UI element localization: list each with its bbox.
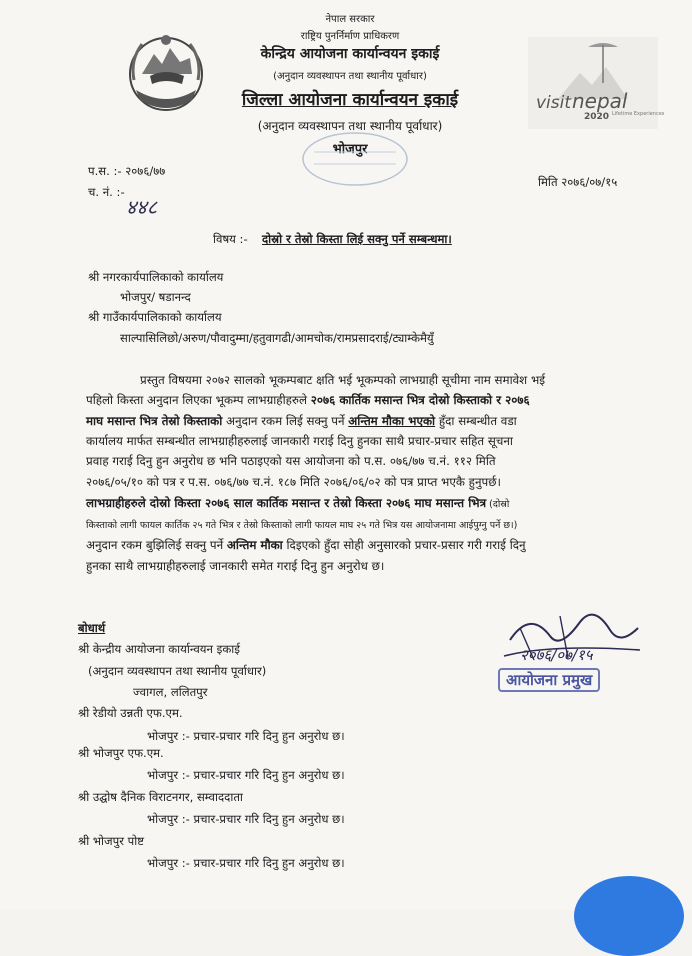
cc-line-9: भोजपुर :- प्रचार-प्रचार गरि दिनु हुन अनुरोध छ। xyxy=(147,812,345,826)
cc-line-11: भोजपुर :- प्रचार-प्रचार गरि दिनु हुन अनुरोध छ। xyxy=(147,856,345,870)
subject-text: दोस्रो र तेस्रो किस्ता लिई सक्नु पर्ने सम्बन्धमा। xyxy=(262,232,452,246)
logo-tag-text: Lifetime Experiences xyxy=(612,111,665,117)
cc-line-6: श्री भोजपुर एफ.एम. xyxy=(78,746,164,760)
header-location: भोजपुर xyxy=(332,142,368,157)
cc-line-10: श्री भोजपुर पोष्ट xyxy=(78,834,145,848)
addressee-3: श्री गाउँकार्यपालिकाको कार्यालय xyxy=(88,310,222,324)
signature-role-stamp: आयोजना प्रमुख xyxy=(498,668,600,692)
header-central-unit: केन्द्रिय आयोजना कार्यान्वयन इकाई xyxy=(260,46,440,62)
cc-title: बोधार्थ xyxy=(78,621,106,635)
visit-nepal-logo xyxy=(528,37,665,129)
addressee-1: श्री नगरकार्यपालिकाको कार्यालय xyxy=(88,270,224,284)
cc-line-2: (अनुदान व्यवस्थापन तथा स्थानीय पूर्वाधार) xyxy=(88,664,267,678)
letter-date: मिति २०७६/०७/१५ xyxy=(538,175,618,189)
dispatch-number-handwritten: ४४८ xyxy=(126,195,158,219)
body-line-8: किस्ताको लागी फायल कार्तिक २५ गते भित्र र तेस्रो किस्ताको लागी फायल माघ २५ गते भित्र यस आयोजनामा आईपुग्नु पर्ने छ।) xyxy=(86,520,518,531)
cc-line-5: भोजपुर :- प्रचार-प्रचार गरि दिनु हुन अनुरोध छ। xyxy=(147,729,345,743)
subject-label: विषय :- xyxy=(213,232,248,246)
logo-visit-text: visit xyxy=(536,93,572,113)
body-line-5: प्रवाह गराई दिनु हुन अनुरोध छ भनि पठाइएको यस आयोजना को प.स. ०७६/७७ च.नं. ११२ मिति xyxy=(86,454,496,468)
signature-date: २०७६/०७/१५ xyxy=(520,646,593,664)
cc-line-8: श्री उद्घोष दैनिक विराटनगर, सम्वाददाता xyxy=(78,790,243,804)
cc-line-3: ज्वागल, ललितपुर xyxy=(133,685,208,699)
header-central-subtitle: (अनुदान व्यवस्थापन तथा स्थानीय पूर्वाधार) xyxy=(273,71,427,82)
addressee-4: साल्पासिलिछो/अरुण/पौवादुम्मा/हतुवागढी/आमचोक/रामप्रसादराई/ट्याम्केमैयुँ xyxy=(120,331,434,345)
body-line-1: प्रस्तुत विषयमा २०७२ सालको भूकम्पबाट क्षति भई भूकम्पको लाभग्राही सूचीमा नाम समावेश भई xyxy=(140,373,546,387)
body-line-3: माघ मसान्त भित्र तेस्रो किस्ताको अनुदान रकम लिई सक्नु पर्ने अन्तिम मौका भएको हुँदा सम्बन्धीत वडा xyxy=(86,414,517,428)
logo-year-text: 2020 xyxy=(584,112,610,122)
floating-action-button[interactable] xyxy=(574,876,684,956)
cc-line-7: भोजपुर :- प्रचार-प्रचार गरि दिनु हुन अनुरोध छ। xyxy=(147,768,345,782)
cc-line-4: श्री रेडीयो उन्नती एफ.एम. xyxy=(78,706,183,720)
addressee-2: भोजपुर/ षडानन्द xyxy=(120,290,191,304)
body-line-2: पहिलो किस्ता अनुदान लिएका भूकम्प लाभग्राहीहरुले २०७६ कार्तिक मसान्त भित्र दोस्रो किस्ताको र २०७६ xyxy=(86,393,530,407)
dispatch-number-label: च. नं. :- xyxy=(88,185,125,199)
nepal-emblem-icon xyxy=(126,30,206,116)
ref-number: प.स. :- २०७६/७७ xyxy=(88,164,166,178)
logo-nepal-text: nepal xyxy=(572,89,628,113)
body-line-4: कार्यालय मार्फत सम्बन्धीत लाभग्राहीहरुलाई जानकारी गराई दिनु हुनका साथै प्रचार-प्रचार सहित सूचना xyxy=(86,434,513,448)
cc-line-1: श्री केन्द्रीय आयोजना कार्यान्वयन इकाई xyxy=(78,642,240,656)
header-authority: राष्ट्रिय पुनर्निर्माण प्राधिकरण xyxy=(300,31,400,42)
body-line-9: अनुदान रकम बुझिलिई सक्नु पर्ने अन्तिम मौका दिइएको हुँदा सोही अनुसारको प्रचार-प्रसार गरी गराई दिनु xyxy=(86,538,526,552)
body-line-10: हुनका साथै लाभग्राहीहरुलाई जानकारी समेत गराई दिनु हुन अनुरोध छ। xyxy=(86,559,385,573)
body-line-6: २०७६/०५/१० को पत्र र प.स. ०७६/७७ च.नं. १८७ मिति २०७६/०६/०२ को पत्र प्राप्त भएकै हुनुपर्छ। xyxy=(86,475,501,489)
header-district-unit: जिल्ला आयोजना कार्यान्वयन इकाई xyxy=(241,90,459,110)
body-line-7: लाभग्राहीहरुले दोस्रो किस्ता २०७६ साल कार्तिक मसान्त र तेस्रो किस्ता २०७६ माघ मसान्त भित्र (दोस्रो xyxy=(86,496,510,510)
header-district-subtitle: (अनुदान व्यवस्थापन तथा स्थानीय पूर्वाधार) xyxy=(257,119,443,133)
received-stamp-icon xyxy=(300,128,410,190)
header-gov: नेपाल सरकार xyxy=(325,14,375,25)
